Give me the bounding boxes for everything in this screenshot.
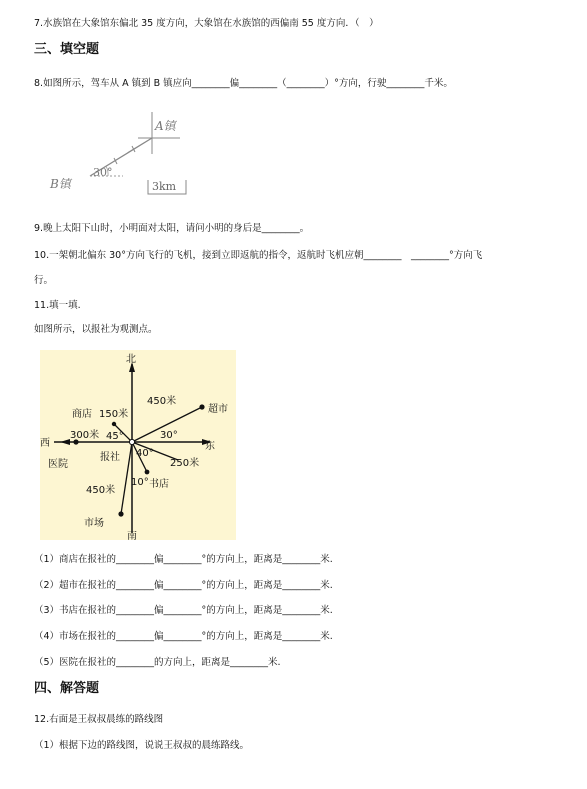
supermarket-distance: 450米: [147, 396, 177, 407]
town-b-label: B镇: [50, 177, 71, 191]
shop-angle: 45°: [106, 431, 124, 442]
q11-direction-map: [40, 350, 236, 540]
question-9: 9.晚上太阳下山时，小明面对太阳，请问小明的身后是________。: [34, 223, 310, 234]
question-10-line1: 10.一架朝北偏东 30°方向飞行的飞机，接到立即返航的指令，返航时飞机应朝________ ________°方向飞: [34, 250, 483, 261]
question-8: 8.如图所示，驾车从 A 镇到 B 镇应向________偏________（________）°方向，行驶________千米。: [34, 78, 453, 89]
question-11-item-5: （5）医院在报社的________的方向上，距离是________米.: [34, 657, 281, 668]
question-7: 7.水族馆在大象馆东偏北 35 度方向，大象馆在水族馆的西偏南 55 度方向．（ ）: [34, 18, 379, 29]
south-label: 南: [127, 531, 137, 540]
question-10-line2: 行。: [34, 275, 54, 286]
scale-label: 3km: [152, 180, 177, 193]
section-heading-fill-in: 三、填空题: [34, 42, 100, 57]
supermarket-angle: 30°: [160, 430, 178, 441]
market-point: [118, 511, 123, 516]
supermarket-label: 超市: [208, 404, 228, 415]
q8-direction-diagram: [48, 104, 198, 199]
shop-distance: 150米: [99, 409, 129, 420]
question-11-item-1: （1）商店在报社的________偏________°的方向上，距离是________米.: [34, 554, 333, 565]
bookstore-angle: 40°: [136, 448, 154, 459]
question-11-title: 11.填一填.: [34, 300, 81, 311]
supermarket-point: [199, 404, 204, 409]
center-label: 报社: [100, 452, 120, 463]
question-11-item-4: （4）市场在报社的________偏________°的方向上，距离是________米.: [34, 631, 333, 642]
question-12: 12.右面是王叔叔晨练的路线图: [34, 714, 164, 725]
bookstore-point: [145, 470, 150, 475]
north-label: 北: [126, 354, 136, 365]
market-label: 市场: [84, 518, 104, 529]
hospital-distance: 300米: [70, 430, 100, 441]
market-angle: 10°: [131, 477, 149, 488]
market-distance: 450米: [86, 485, 116, 496]
west-label: 西: [40, 438, 50, 449]
shop-label: 商店: [72, 409, 92, 420]
east-label: 东: [205, 441, 215, 452]
angle-label: 30°: [93, 166, 113, 179]
bookstore-label: 书店: [149, 479, 169, 490]
section-heading-answer: 四、解答题: [34, 681, 100, 696]
question-12-part-1: （1）根据下边的路线图，说说王叔叔的晨练路线。: [34, 740, 250, 751]
shop-point: [112, 422, 116, 426]
bookstore-distance: 250米: [170, 458, 200, 469]
town-a-label: A镇: [155, 119, 176, 133]
question-11-intro: 如图所示，以报社为观测点。: [34, 324, 158, 335]
newspaper-office-point: [129, 439, 134, 444]
question-11-item-2: （2）超市在报社的________偏________°的方向上，距离是________米.: [34, 580, 333, 591]
question-11-item-3: （3）书店在报社的________偏________°的方向上，距离是________米.: [34, 605, 333, 616]
hospital-label: 医院: [48, 459, 68, 470]
